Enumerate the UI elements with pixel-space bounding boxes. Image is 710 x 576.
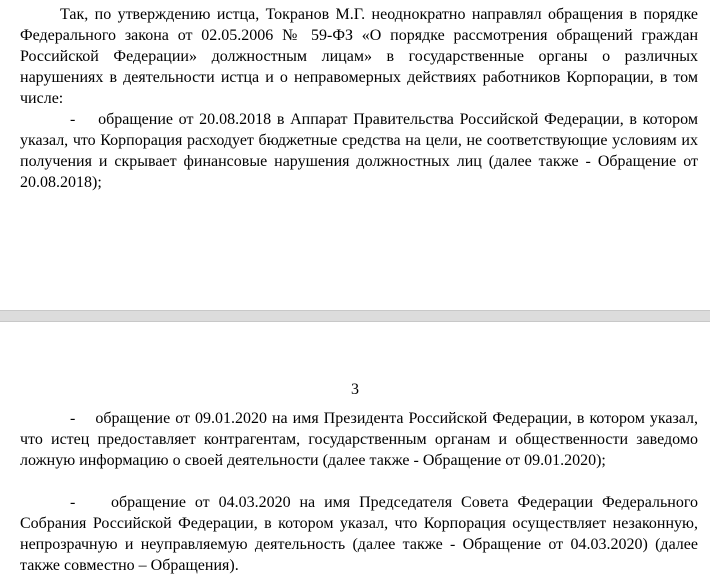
- paragraph-appeal-2018: - обращение от 20.08.2018 в Аппарат Правительства Российской Федерации, в котором указал, что Корпорация расходует бюджетные средства на цели, не соответствующие условиям их получения и скрывает финансовые нарушения должностных лиц (далее также - Обращение от 20.08.2018);: [20, 111, 698, 191]
- paragraph-appeal-2020-01: - обращение от 09.01.2020 на имя Президента Российской Федерации, в котором указал, что истец предоставляет контрагентам, государственным органам и общественности заведомо ложную информацию о своей деятельности (далее также - Обращение от 09.01.2020);: [20, 410, 698, 469]
- paragraph-intro: Так, по утверждению истца, Токранов М.Г. неоднократно направлял обращения в порядке Федерального закона от 02.05.2006 № 59-ФЗ «О порядке рассмотрения обращений граждан Российской Федерации» должностным лицам» в государственные органы о различных нарушениях в деятельности истца и о неправомерных действиях работников Корпорации, в том числе:: [20, 6, 698, 107]
- page-number: 3: [351, 381, 359, 398]
- paragraph-appeal-2020-03: - обращение от 04.03.2020 на имя Председателя Совета Федерации Федерального Собрания Российской Федерации, в котором указал, что Корпорация осуществляет незаконную, непрозрачную и неуправляемую деятельность (далее также - Обращение от 04.03.2020) (далее также совместно – Обращения).: [20, 494, 698, 574]
- page-break: [0, 310, 710, 322]
- document-page-bottom: [0, 322, 710, 575]
